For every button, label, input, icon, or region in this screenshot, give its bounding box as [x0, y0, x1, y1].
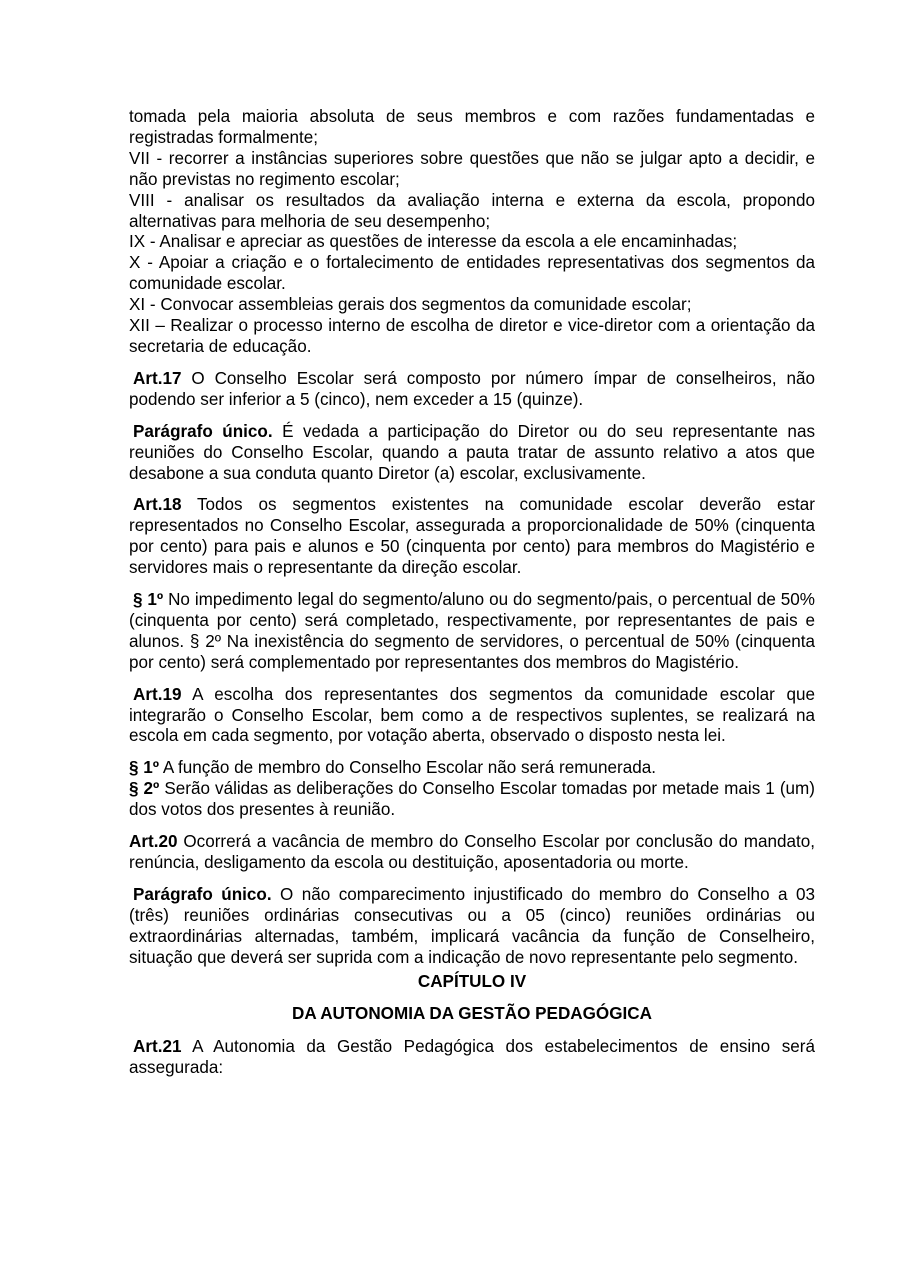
article-21-label: Art.21 [133, 1037, 182, 1057]
article-17-text: O Conselho Escolar será composto por número ímpar de conselheiros, não podendo ser inferior a 5 (cinco), nem exceder a 15 (quinze). [129, 368, 815, 409]
item-viii: VIII - analisar os resultados da avaliação interna e externa da escola, propondo alternativas para melhoria de seu desempenho; [129, 190, 815, 231]
item-x: X - Apoiar a criação e o fortalecimento de entidades representativas dos segmentos da comunidade escolar. [129, 253, 815, 294]
article-18-text: Todos os segmentos existentes na comunidade escolar deverão estar representados no Conselho Escolar, assegurada a proporcionalidade de 50% (cinquenta por cento) para pais e alunos e 50 (cinquenta por cento) para membros do Magistério e servidores mais o representante da direção escolar. [129, 495, 815, 578]
article-19-paragraph-1-text: A função de membro do Conselho Escolar não será remunerada. [159, 758, 656, 778]
article-18-paragraph-1 [129, 590, 815, 674]
article-18-paragraph-1-label: § 1º [133, 590, 164, 610]
item-xi: XI - Convocar assembleias gerais dos segmentos da comunidade escolar; [129, 295, 692, 315]
article-18-label: Art.18 [133, 495, 182, 515]
article-19-paragraph-2-label: § 2º [129, 779, 160, 799]
article-17-label: Art.17 [133, 368, 182, 388]
item-vii: VII - recorrer a instâncias superiores sobre questões que não se julgar apto a decidir, e não previstas no regimento escolar; [129, 148, 815, 189]
paragraph-continuation: tomada pela maioria absoluta de seus membros e com razões fundamentadas e registradas formalmente; [129, 107, 815, 147]
article-17-sole-paragraph-text: É vedada a participação do Diretor ou do seu representante nas reuniões do Conselho Escolar, quando a pauta tratar de assunto relativo a atos que desabone a sua conduta quanto Diretor (a) escolar, exclusivamente. [129, 421, 815, 483]
article-21-text: A Autonomia da Gestão Pedagógica dos estabelecimentos de ensino será assegurada: [129, 1037, 815, 1078]
article-18-paragraph-1-text: No impedimento legal do segmento/aluno ou do segmento/pais, o percentual de 50% (cinquenta por cento) será completado, respectivamente, por representantes de pais e alunos. § 2º Na inexistência do segmento de servidores, o percentual de 50% (cinquenta por cento) será complementado por representantes dos membros do Magistério. [129, 590, 815, 672]
article-21 [129, 1037, 815, 1079]
article-20 [129, 832, 815, 874]
article-19-paragraph-1-label: § 1º [129, 758, 160, 778]
item-xii: XII – Realizar o processo interno de escolha de diretor e vice-diretor com a orientação da secretaria de educação. [129, 316, 815, 356]
chapter-title: DA AUTONOMIA DA GESTÃO PEDAGÓGICA [292, 1004, 652, 1024]
article-19-paragraph-2-text: Serão válidas as deliberações do Conselho Escolar tomadas por metade mais 1 (um) dos votos dos presentes à reunião. [129, 779, 815, 820]
item-ix: IX - Analisar e apreciar as questões de interesse da escola a ele encaminhadas; [129, 232, 738, 252]
article-19-text: A escolha dos representantes dos segmentos da comunidade escolar que integrarão o Conselho Escolar, bem como a de respectivos suplentes, se realizará na escola em cada segmento, por votação aberta, observado o disposto nesta lei. [129, 684, 815, 746]
article-20-sole-paragraph-text: O não comparecimento injustificado do membro do Conselho a 03 (três) reuniões ordinárias consecutivas ou a 05 (cinco) reuniões ordinárias ou extraordinárias alternadas, também, implicará vacância da função de Conselheiro, situação que deverá ser suprida com a indicação de novo representante pelo segmento. [129, 884, 815, 967]
document-page [129, 107, 815, 1079]
article-17-sole-paragraph [129, 422, 815, 485]
article-20-text: Ocorrerá a vacância de membro do Conselho Escolar por conclusão do mandato, renúncia, desligamento da escola ou destituição, aposentadoria ou morte. [129, 832, 815, 872]
article-19 [129, 685, 815, 748]
article-20-sole-paragraph [129, 885, 815, 969]
article-20-label: Art.20 [129, 832, 178, 852]
article-20-sole-paragraph-label: Parágrafo único. [133, 884, 272, 904]
article-18 [129, 495, 815, 579]
article-19-paragraph-2 [129, 779, 815, 821]
article-19-paragraph-1 [129, 758, 815, 779]
article-19-label: Art.19 [133, 684, 182, 704]
article-17 [129, 369, 815, 411]
chapter-number: CAPÍTULO IV [417, 971, 527, 991]
article-17-sole-paragraph-label: Parágrafo único. [133, 421, 273, 441]
